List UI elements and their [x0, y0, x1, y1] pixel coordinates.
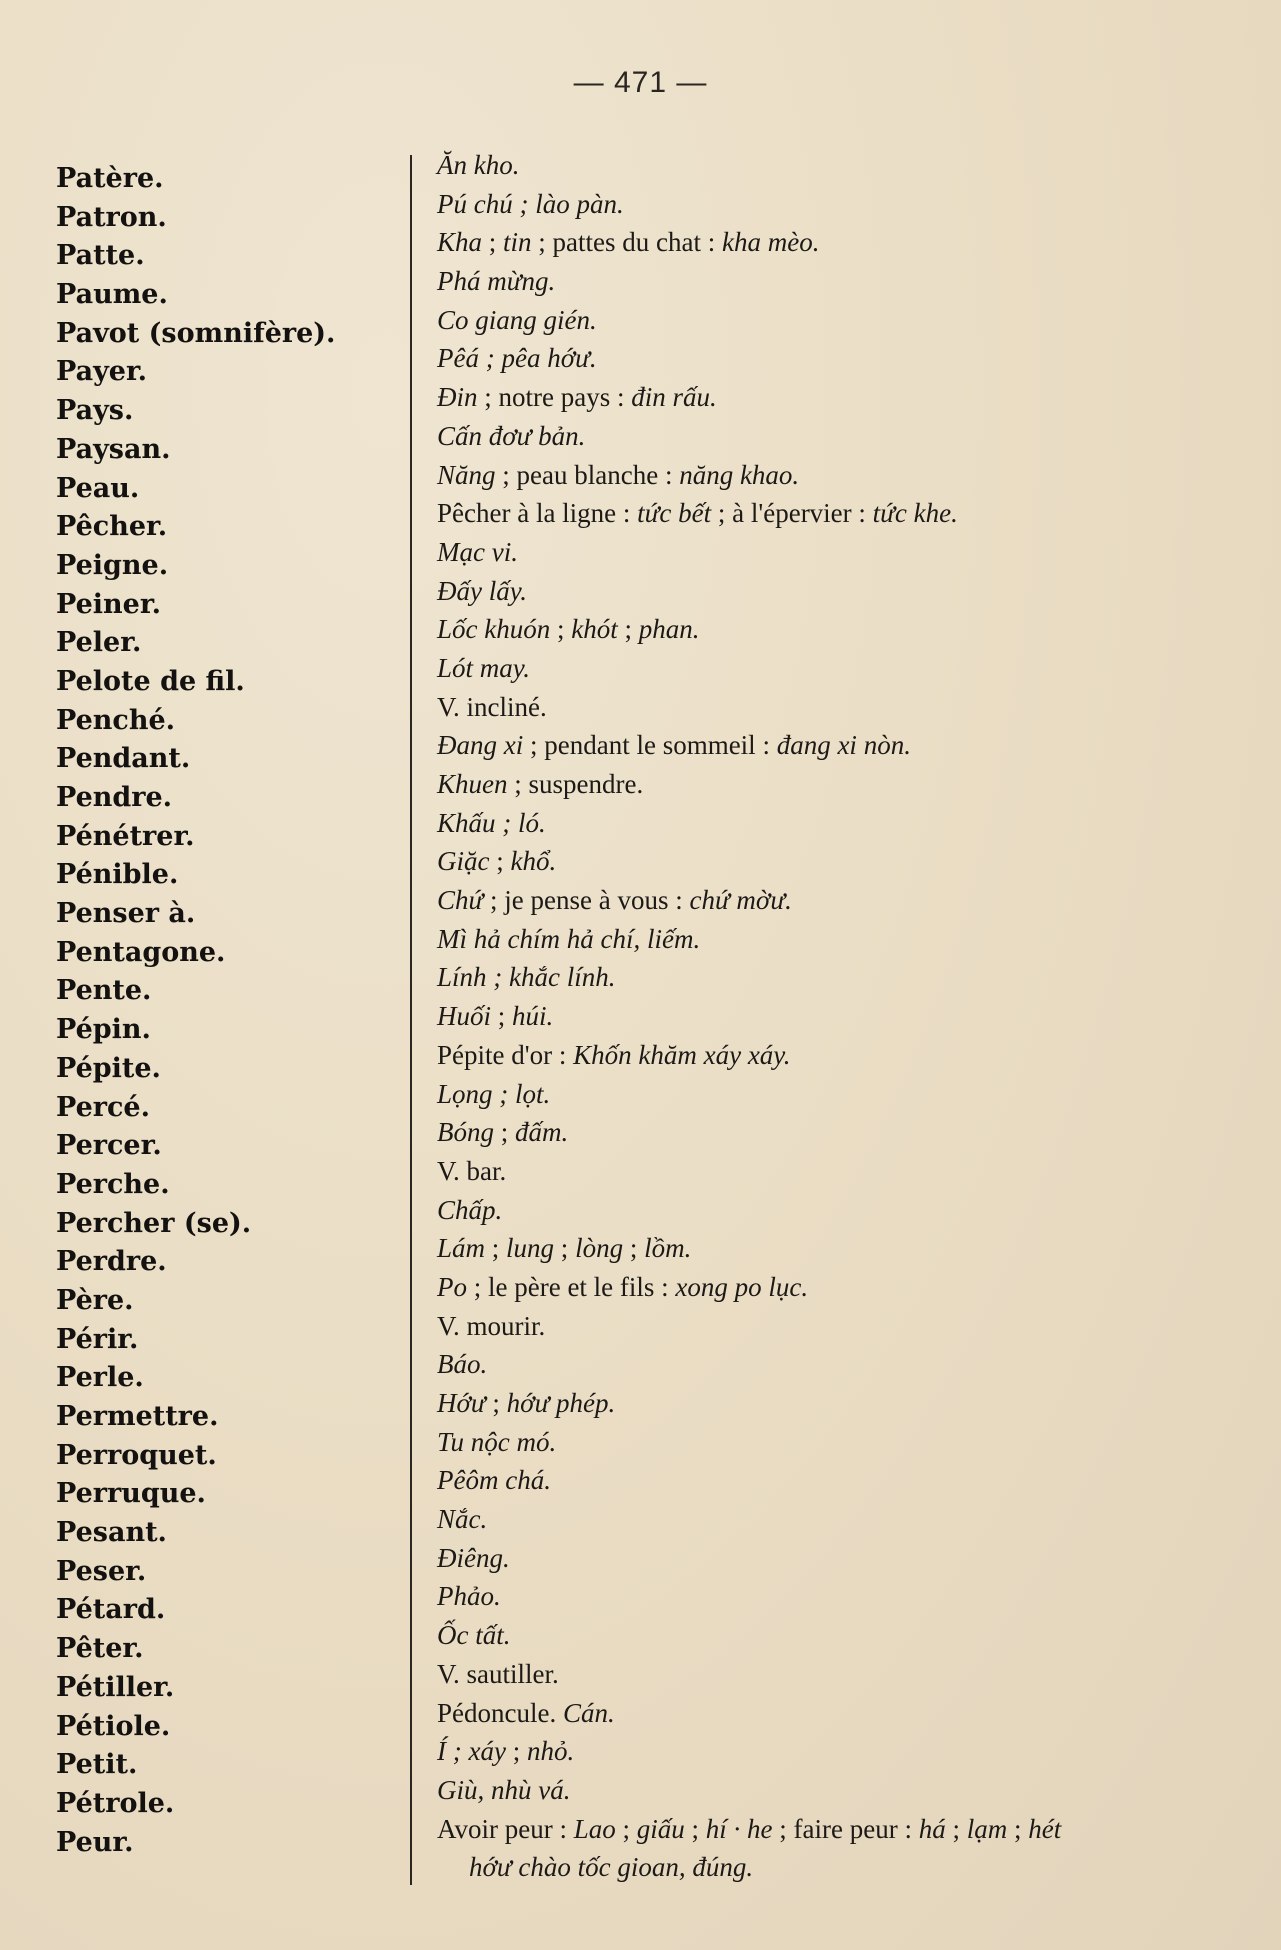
headword: Peur. [56, 1826, 134, 1858]
headword: Père. [56, 1284, 134, 1316]
headword: Pétiller. [56, 1671, 175, 1703]
definition: Pú chú ; lào pàn. [437, 188, 624, 219]
headword: Permettre. [56, 1401, 219, 1432]
definition: Í ; xáy ; nhỏ. [437, 1736, 575, 1767]
definition: Avoir peur : Lao ; giấu ; hí · he ; faire peur : há ; lạm ; hét [437, 1813, 1062, 1844]
headword: Perle. [56, 1362, 144, 1394]
definition: Điêng. [437, 1542, 510, 1573]
headword: Périr. [56, 1323, 139, 1355]
definition: V. mourir. [437, 1310, 546, 1341]
definition: Lốc khuón ; khót ; phan. [437, 614, 700, 645]
headword: Pavot (somnifère). [56, 317, 336, 349]
headword: Payer. [56, 356, 148, 388]
definition: Năng ; peau blanche : năng khao. [437, 459, 800, 490]
definition: Pédoncule. Cán. [437, 1697, 615, 1728]
headword: Pentagone. [56, 936, 226, 968]
headword: Percer. [56, 1130, 162, 1162]
headword-column [56, 160, 416, 1862]
headword: Peau. [56, 472, 140, 504]
headword: Perroquet. [56, 1439, 217, 1471]
definition-continuation: hớư chào tốc gioan, đúng. [469, 1852, 754, 1883]
definition: Lính ; khắc lính. [437, 962, 616, 993]
definition: Kha ; tin ; pattes du chat : kha mèo. [437, 227, 820, 258]
definition: Pêôm chá. [437, 1465, 551, 1496]
headword: Petit. [56, 1749, 138, 1781]
page-number: — 471 — [573, 66, 708, 99]
headword: Pendre. [56, 782, 173, 813]
headword: Peser. [56, 1555, 147, 1587]
headword: Peiner. [56, 588, 161, 620]
headword: Pente. [56, 975, 152, 1007]
headword: Pelote de fil. [56, 665, 245, 697]
definition: V. sautiller. [437, 1658, 559, 1689]
headword: Paume. [56, 279, 168, 311]
headword: Pendant. [56, 743, 191, 775]
definition: Huối ; húi. [437, 1001, 554, 1032]
definition: Pêá ; pêa hớư. [437, 343, 597, 374]
definition: Lám ; lung ; lòng ; lồm. [437, 1233, 692, 1264]
headword: Patron. [56, 201, 167, 233]
headword: Penché. [56, 704, 176, 736]
definition: Khấu ; ló. [437, 807, 546, 838]
headword: Pénible. [56, 859, 179, 891]
definition-column [437, 146, 1237, 1887]
definition: Pépite d'or : Khốn khăm xáy xáy. [437, 1039, 791, 1070]
headword: Pétrole. [56, 1787, 175, 1819]
headword: Peler. [56, 627, 142, 659]
definition: Giù, nhù vá. [437, 1774, 571, 1805]
definition: Chứ ; je pense à vous : chứ mờư. [437, 885, 792, 916]
definition: Lọng ; lọt. [437, 1078, 551, 1109]
headword: Percé. [56, 1091, 150, 1123]
headword: Perdre. [56, 1246, 167, 1278]
definition: Cấn đơư bản. [437, 420, 586, 451]
definition: Pêcher à la ligne : tức bết ; à l'épervier : tức khe. [437, 498, 958, 529]
headword: Paysan. [56, 433, 171, 465]
headword: Pénétrer. [56, 820, 195, 852]
definition: Đấy lấy. [437, 575, 527, 606]
definition: Hớư ; hớư phép. [437, 1388, 616, 1418]
headword: Patère. [56, 163, 164, 194]
headword: Perruque. [56, 1478, 206, 1510]
definition: Po ; le père et le fils : xong po lục. [437, 1271, 809, 1302]
definition: Nắc. [437, 1504, 488, 1535]
headword: Pépin. [56, 1014, 151, 1046]
definition: Đin ; notre pays : đin rấu. [437, 382, 717, 413]
definition: Lót may. [437, 652, 531, 683]
definition: Chấp. [437, 1194, 503, 1225]
headword: Pétiole. [56, 1710, 171, 1742]
headword: Pêcher. [56, 511, 168, 543]
definition: Tu nộc mó. [437, 1426, 557, 1457]
definition: Mì hả chím hả chí, liếm. [437, 923, 701, 954]
definition: Báo. [437, 1349, 488, 1380]
definition: Đang xi ; pendant le sommeil : đang xi nòn. [437, 730, 911, 761]
definition: V. bar. [437, 1155, 507, 1186]
definition: Phảo. [437, 1581, 501, 1612]
headword: Pépite. [56, 1052, 161, 1084]
headword: Percher (se). [56, 1207, 252, 1239]
definition: Bóng ; đấm. [437, 1117, 569, 1148]
headword: Pays. [56, 395, 134, 427]
definition: Mạc vi. [437, 536, 518, 567]
headword: Patte. [56, 240, 145, 272]
headword: Peigne. [56, 549, 169, 581]
definition: Phá mừng. [437, 266, 556, 297]
definition: V. incliné. [437, 691, 547, 722]
definition: Khuen ; suspendre. [437, 769, 644, 799]
headword: Perche. [56, 1168, 170, 1200]
headword: Penser à. [56, 898, 196, 930]
definition: Co giang gién. [437, 304, 597, 335]
headword: Pêter. [56, 1633, 144, 1665]
definition: Giặc ; khổ. [437, 846, 557, 877]
column-divider [410, 155, 412, 1885]
definition: Ăn kho. [437, 150, 520, 180]
definition: Ốc tất. [437, 1620, 511, 1651]
headword: Pétard. [56, 1594, 166, 1626]
headword: Pesant. [56, 1517, 167, 1549]
